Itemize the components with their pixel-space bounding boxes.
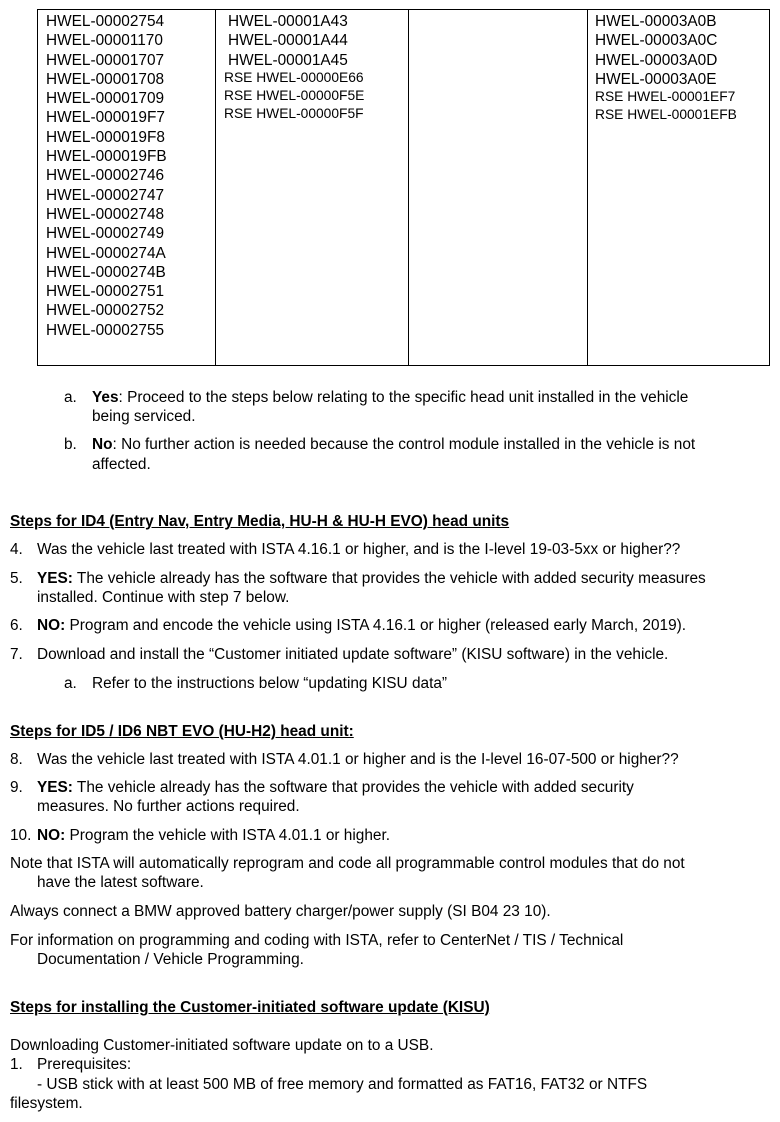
- section-heading-id5-id6: Steps for ID5 / ID6 NBT EVO (HU-H2) head unit:: [10, 723, 354, 740]
- table-cell: RSE HWEL-00000F5F: [224, 106, 364, 121]
- option-a-text: : Proceed to the steps below relating to the specific head unit installed in the vehicle: [118, 389, 689, 406]
- option-a: [92, 388, 688, 408]
- option-b-bold: No: [92, 436, 113, 453]
- step-6: [37, 616, 686, 636]
- step-7a-letter: a.: [64, 675, 77, 692]
- table-cell: HWEL-00003A0C: [595, 32, 718, 50]
- option-a-letter: a.: [64, 389, 77, 406]
- table-cell: HWEL-00001708: [46, 70, 165, 88]
- step-9-number: 9.: [10, 779, 23, 796]
- step-10-bold: NO:: [37, 827, 66, 844]
- table-cell: RSE HWEL-00001EF7: [595, 89, 736, 104]
- table-cell: RSE HWEL-00000E66: [224, 70, 364, 85]
- hwel-table: [37, 9, 770, 366]
- table-cell: HWEL-00003A0B: [595, 13, 717, 30]
- option-b-text2: affected.: [92, 456, 151, 473]
- step-5-bold: YES:: [37, 570, 73, 587]
- step-9: [37, 778, 634, 798]
- option-b-text: : No further action is needed because the control module installed in the vehicle is not: [112, 436, 696, 453]
- table-cell: HWEL-00001A43: [228, 13, 348, 30]
- step-8-number: 8.: [10, 751, 23, 768]
- table-divider: [587, 10, 588, 365]
- prereq-usb: - USB stick with at least 500 MB of free memory and formatted as FAT16, FAT32 or NTFS: [37, 1076, 648, 1093]
- option-a-bold: Yes: [92, 389, 119, 406]
- step-5: [37, 569, 706, 589]
- table-cell: HWEL-00001A45: [228, 51, 348, 69]
- table-cell: HWEL-00002752: [46, 302, 165, 320]
- section-heading-id4: Steps for ID4 (Entry Nav, Entry Media, HU-H & HU-H EVO) head units: [10, 513, 510, 530]
- kisu-intro: Downloading Customer-initiated software update on to a USB.: [10, 1037, 434, 1054]
- step-10-number: 10.: [10, 827, 32, 844]
- table-cell: HWEL-00002748: [46, 205, 165, 223]
- note-reprogram-cont: have the latest software.: [37, 874, 204, 891]
- table-cell: HWEL-00001709: [46, 90, 165, 108]
- table-cell: HWEL-00002747: [46, 186, 165, 204]
- table-col-4-rse: [595, 88, 737, 124]
- table-cell: RSE HWEL-00001EFB: [595, 107, 737, 122]
- note-reprogram: Note that ISTA will automatically reprogram and code all programmable control modules that do not: [10, 855, 685, 872]
- step-7a-text: Refer to the instructions below “updating KISU data”: [92, 675, 448, 692]
- step-7-number: 7.: [10, 646, 23, 663]
- table-cell: HWEL-00001A44: [228, 32, 348, 50]
- step-9-text: The vehicle already has the software that provides the vehicle with added security: [72, 779, 634, 796]
- table-cell: HWEL-00002755: [46, 321, 165, 339]
- table-col-2: [228, 12, 348, 70]
- table-col-2-rse: [224, 69, 364, 123]
- step-9-text2: measures. No further actions required.: [37, 798, 300, 815]
- table-cell: HWEL-000019F7: [46, 109, 165, 127]
- prereq-number: 1.: [10, 1056, 23, 1073]
- prereq-title: Prerequisites:: [37, 1056, 132, 1073]
- option-a-text2: being serviced.: [92, 408, 196, 425]
- note-battery-charger: Always connect a BMW approved battery charger/power supply (SI B04 23 10).: [10, 903, 551, 920]
- table-divider: [408, 10, 409, 365]
- table-cell: HWEL-00003A0D: [595, 51, 718, 69]
- table-cell: HWEL-00003A0E: [595, 70, 717, 88]
- step-6-text: Program and encode the vehicle using ISTA 4.16.1 or higher (released early March, 2019).: [65, 617, 687, 634]
- table-cell: HWEL-0000274B: [46, 263, 166, 281]
- table-cell: HWEL-00001170: [46, 32, 163, 50]
- step-7-text: Download and install the “Customer initiated update software” (KISU software) in the vehicle.: [37, 646, 669, 663]
- step-9-bold: YES:: [37, 779, 73, 796]
- table-cell: HWEL-00002751: [46, 283, 165, 301]
- table-cell: HWEL-000019F8: [46, 128, 165, 146]
- note-centernet-cont: Documentation / Vehicle Programming.: [37, 951, 304, 968]
- step-4-number: 4.: [10, 541, 23, 558]
- step-8-text: Was the vehicle last treated with ISTA 4.01.1 or higher and is the I-level 16-07-500 or higher??: [37, 751, 679, 768]
- table-cell: HWEL-00002754: [46, 13, 165, 30]
- step-5-text: The vehicle already has the software that provides the vehicle with added security measures: [72, 570, 706, 587]
- step-10: [37, 826, 390, 846]
- step-4-text: Was the vehicle last treated with ISTA 4.16.1 or higher, and is the I-level 19-03-5xx or higher??: [37, 541, 681, 558]
- table-col-4: [595, 12, 717, 89]
- table-cell: HWEL-00002749: [46, 225, 165, 243]
- table-cell: RSE HWEL-00000F5E: [224, 88, 365, 103]
- table-cell: HWEL-00001707: [46, 51, 165, 69]
- table-cell: HWEL-00002746: [46, 167, 165, 185]
- table-cell: HWEL-000019FB: [46, 148, 167, 166]
- prereq-usb-cont: filesystem.: [10, 1095, 83, 1112]
- step-5-number: 5.: [10, 570, 23, 587]
- table-col-1: [46, 12, 167, 340]
- step-5-text2: installed. Continue with step 7 below.: [37, 589, 290, 606]
- option-b-letter: b.: [64, 436, 77, 453]
- step-10-text: Program the vehicle with ISTA 4.01.1 or higher.: [65, 827, 391, 844]
- step-6-bold: NO:: [37, 617, 66, 634]
- table-divider: [215, 10, 216, 365]
- option-b: [92, 435, 695, 455]
- step-6-number: 6.: [10, 617, 23, 634]
- table-cell: HWEL-0000274A: [46, 244, 166, 262]
- note-centernet: For information on programming and coding with ISTA, refer to CenterNet / TIS / Technical: [10, 932, 624, 949]
- section-heading-kisu: Steps for installing the Customer-initiated software update (KISU): [10, 999, 490, 1016]
